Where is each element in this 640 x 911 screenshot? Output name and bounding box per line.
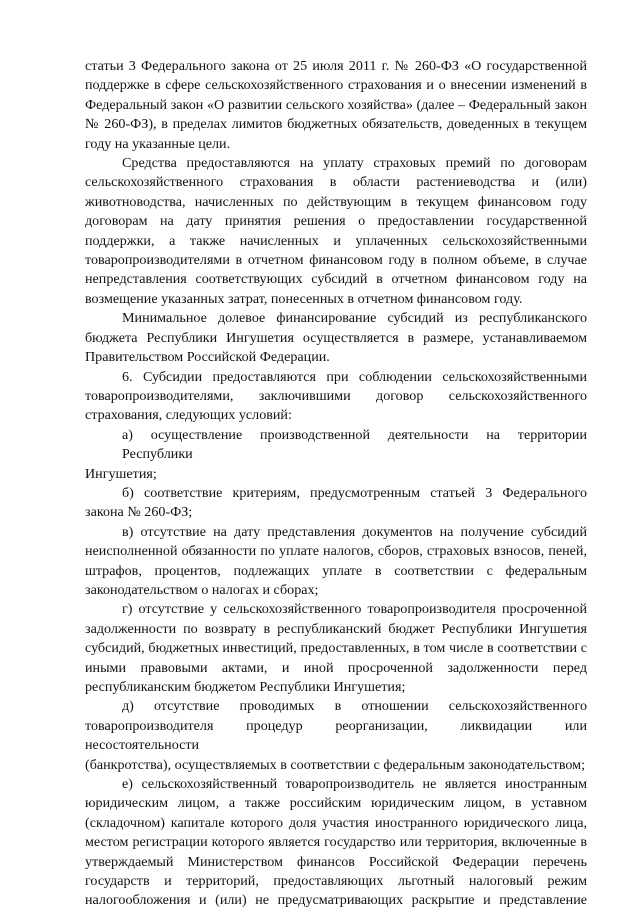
text-line: товаропроизводителя процедур реорганизации, ликвидации или несостоятельности xyxy=(85,717,587,754)
text-line: утверждаемый Министерством финансов Российской Федерации перечень xyxy=(85,853,587,870)
text-line: товаропроизводителями в отчетном финансовом году в полном объеме, в случае xyxy=(85,252,587,269)
document-body xyxy=(85,57,587,911)
text-line: товаропроизводителями, заключившими договор сельскохозяйственного xyxy=(85,387,587,404)
paragraph-p1 xyxy=(85,57,587,154)
text-line: иными правовыми актами, и иной просроченной задолженности перед xyxy=(85,659,587,676)
text-line: г) отсутствие у сельскохозяйственного товаропроизводителя просроченной xyxy=(122,601,587,618)
text-line: непредставления соответствующих субсидий в отчетном финансовом году на xyxy=(85,271,587,288)
text-line: субсидий, бюджетных инвестиций, предоставленных, в том числе в соответствии с xyxy=(85,640,587,657)
text-line: № 260-ФЗ), в пределах лимитов бюджетных обязательств, доведенных в текущем xyxy=(85,116,587,133)
text-line: в) отсутствие на дату представления документов на получение субсидий xyxy=(122,523,587,540)
text-line: поддержки, а также начисленных и уплаченных сельскохозяйственными xyxy=(85,232,587,249)
text-line: Правительством Российской Федерации. xyxy=(85,349,330,366)
paragraph-p2 xyxy=(85,154,587,309)
text-line: Федеральный закон «О развитии сельского хозяйства» (далее – Федеральный закон xyxy=(85,96,587,113)
text-line: штрафов, процентов, подлежащих уплате в соответствии с федеральным xyxy=(85,562,587,579)
text-line: законодательством о налогах и сборах; xyxy=(85,581,319,598)
text-line: закона № 260-ФЗ; xyxy=(85,504,193,521)
paragraph-p7 xyxy=(85,523,587,601)
text-line: налогообложения и (или) не предусматривающих раскрытие и представление xyxy=(85,892,587,909)
text-line: Средства предоставляются на уплату страховых премий по договорам xyxy=(122,155,587,172)
text-line: местом регистрации которого является государство или территория, включенные в xyxy=(85,834,587,851)
paragraph-p8 xyxy=(85,600,587,697)
paragraph-p3 xyxy=(85,309,587,367)
text-line: а) осуществление производственной деятельности на территории Республики xyxy=(122,426,587,463)
text-line: Ингушетия; xyxy=(85,465,157,482)
text-line: неисполненной обязанности по уплате налогов, сборов, страховых взносов, пеней, xyxy=(85,543,587,560)
paragraph-p6 xyxy=(85,484,587,523)
text-line: республиканским бюджетом Республики Ингушетия; xyxy=(85,679,406,695)
text-line: животноводства, начисленных по действующим в текущем финансовом году xyxy=(85,193,587,210)
text-line: возмещение указанных затрат, понесенных в отчетном финансовом году. xyxy=(85,290,523,307)
text-line: д) отсутствие проводимых в отношении сельскохозяйственного xyxy=(122,698,587,715)
text-line: Минимальное долевое финансирование субсидий из республиканского xyxy=(122,310,587,327)
text-line: юридическим лицом, а также российским юридическим лицом, в уставном xyxy=(85,795,587,812)
text-line: поддержке в сфере сельскохозяйственного страхования и о внесении изменений в xyxy=(85,77,587,94)
text-line: страхования, следующих условий: xyxy=(85,407,292,424)
text-line: договорам на дату принятия решения о предоставлении государственной xyxy=(85,213,587,230)
text-line: году на указанные цели. xyxy=(85,135,231,152)
text-line: (банкротства), осуществляемых в соответствии с федеральным законодательством; xyxy=(85,756,586,773)
paragraph-p9 xyxy=(85,697,587,775)
text-line: бюджета Республики Ингушетия осуществляется в размере, устанавливаемом xyxy=(85,329,587,346)
paragraph-p10 xyxy=(85,775,587,911)
text-line: 6. Субсидии предоставляются при соблюдении сельскохозяйственными xyxy=(122,368,587,385)
text-line: б) соответствие критериям, предусмотренным статьей 3 Федерального xyxy=(122,484,587,501)
text-line: (складочном) капитале которого доля участия иностранного юридического лица, xyxy=(85,814,587,831)
text-line: статьи 3 Федерального закона от 25 июля 2011 г. № 260-ФЗ «О государственной xyxy=(85,58,587,74)
text-line: е) сельскохозяйственный товаропроизводитель не является иностранным xyxy=(122,776,587,793)
paragraph-p5 xyxy=(85,426,587,484)
text-line: государств и территорий, предоставляющих льготный налоговый режим xyxy=(85,873,587,890)
text-line: сельскохозяйственного страхования в области растениеводства и (или) xyxy=(85,174,587,191)
text-line: задолженности по возврату в республиканский бюджет Республики Ингушетия xyxy=(85,620,587,637)
paragraph-p4 xyxy=(85,368,587,426)
